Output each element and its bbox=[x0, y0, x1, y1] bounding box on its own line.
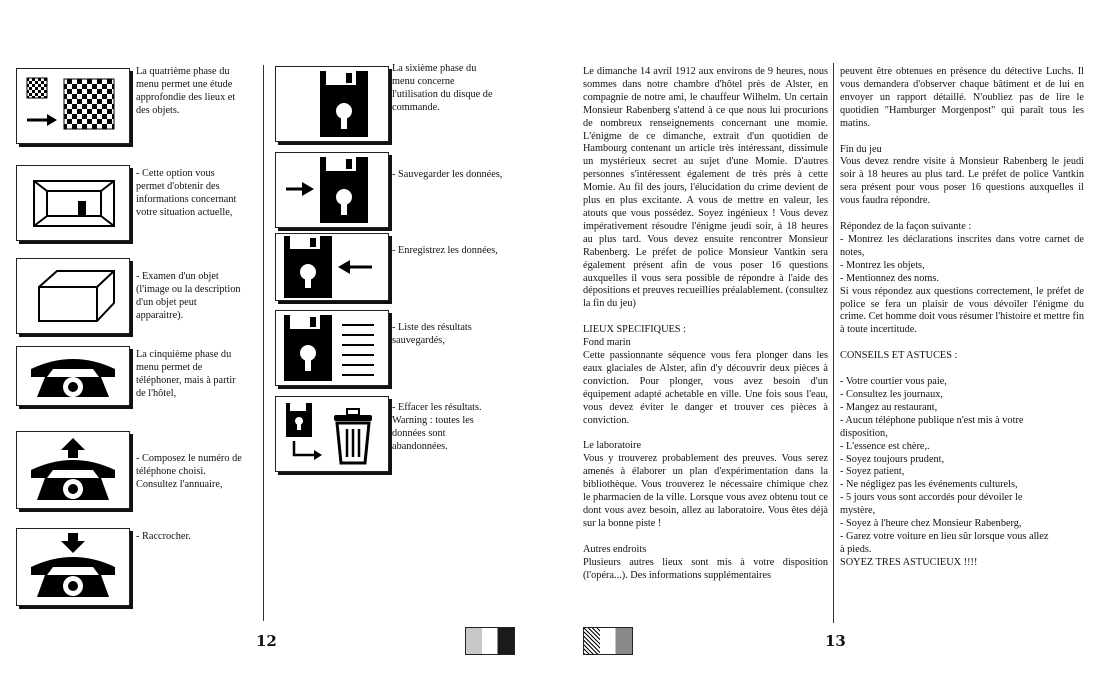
fond-marin-heading: Fond marin bbox=[583, 337, 631, 349]
phase5-text: La cinquième phase du menu permet de téléphoner, mais à partir de l'hôtel, bbox=[136, 349, 236, 399]
right-column-2 bbox=[840, 66, 1084, 570]
repondez-list: - Montrez les déclarations inscrites dans votre carnet de notes, - Montrez les objets, - Mentionnez des noms. bbox=[840, 233, 1084, 284]
record-data-text: - Enregistrez les données, bbox=[392, 245, 498, 256]
delete-results-text: - Effacer les résultats. Warning : toutes les données sont abandonnées. bbox=[392, 402, 482, 452]
right-column-divider bbox=[833, 63, 834, 623]
right-column-1 bbox=[583, 66, 828, 583]
laboratoire-text: Vous y trouverez probablement des preuves. Vous serez amenés à élaborer un plan d'expérimentation dans la bibliothèque. Vous trouverez le nécessaire chimique chez le pharmacien de la ville. Lorsque vous avez obtenu tout ce dont vous avez besoin, allez au laboratoire. Vous êtes déjà sur la bonne piste ! bbox=[583, 453, 828, 529]
page-number-left: 12 bbox=[256, 632, 277, 650]
hangup-text: - Raccrocher. bbox=[136, 531, 191, 542]
intro-paragraph: Le dimanche 14 avril 1912 aux environs de 9 heures, nous sommes dans notre chambre d'hôtel près de Alster, en compagnie de notre ami, le chauffeur Wilhelm. Un certain Monsieur Rabenberg s'attend à ce que nous lui procurions de nombreux renseignements concernant une momie. L'énigme de ce dimanche, extrait d'un quotidien de Hambourg contenant un article très intéressant, dissimule un mystérieux secret au sujet d'une Momie. D'autres personnes s'intéressent également de très près à cette Momie. Au fil des jours, l'élucidation du crime devient de plus en plus excitante. A vous de mettre en valeur, les atouts que vous possédez. Soyez ingénieux ! Vous devez impérativement résoudre l'énigme jeudi soir, à 18 heures au plus tard. Vous devez ensuite rencontrer Monsieur Rabenberg. Le préfet de police Monsieur Vantkin sera également présent afin de vous poser 16 questions auxquelles il vous sera possible de répondre à l'aide des dépositions et preuves recueillies préalablement. (consultez la fin du jeu) bbox=[583, 66, 828, 310]
left-column-divider bbox=[263, 65, 264, 621]
telephone-dial-icon bbox=[16, 431, 130, 509]
saved-results-text: - Liste des résultats sauvegardés, bbox=[392, 322, 472, 346]
cube-icon bbox=[16, 258, 130, 334]
repondez-text: Si vous répondez aux questions correctement, le préfet de police se fera un plaisir de vous dévoiler l'énigme du crime. Cet homme doit vous résumer l'histoire et mettre fin à toute incertitude. bbox=[840, 285, 1084, 336]
floppy-trash-icon bbox=[275, 396, 389, 472]
room-view-icon bbox=[16, 165, 130, 241]
checkerboard-zoom-icon bbox=[16, 68, 130, 144]
autres-text: Plusieurs autres lieux sont mis à votre disposition (l'opéra...). Des informations supplémentaires bbox=[583, 556, 828, 581]
lieux-heading: LIEUX SPECIFIQUES : bbox=[583, 324, 686, 336]
continued-paragraph: peuvent être obtenues en présence du détective Luchs. Il vous demandera d'observer chaque bâtiment et de lui en envoyer un rapport détaillé. N'oubliez pas de lire le quotidien "Hamburger Morgenpost" qui paraît tous les matins. bbox=[840, 66, 1084, 129]
floppy-disk-icon bbox=[275, 66, 389, 142]
floppy-list-icon bbox=[275, 310, 389, 386]
telephone-icon bbox=[16, 346, 130, 406]
final-tip: SOYEZ TRES ASTUCIEUX !!!! bbox=[840, 556, 978, 568]
floppy-save-icon bbox=[275, 152, 389, 228]
examine-object-text: - Examen d'un objet (l'image ou la description d'un objet peut apparaitre). bbox=[136, 271, 241, 321]
bookmark-bar-left-icon bbox=[465, 627, 515, 655]
page-number-right: 13 bbox=[825, 632, 846, 650]
floppy-load-icon bbox=[275, 233, 389, 301]
repondez-heading: Répondez de la façon suivante : bbox=[840, 221, 972, 233]
telephone-hangup-icon bbox=[16, 528, 130, 606]
room-option-text: - Cette option vous permet d'obtenir des informations concernant votre situation actuelle, bbox=[136, 168, 237, 218]
fin-du-jeu-heading: Fin du jeu bbox=[840, 143, 882, 155]
tips-list: - Votre courtier vous paie, - Consultez les journaux, - Mangez au restaurant, - Aucun téléphone publique n'est mis à votre disposition, - L'essence est chère,. - Soyez toujours prudent, - Soyez patient, - Ne négligez pas les événements culturels, - 5 jours vous sont accordés pour dévoiler le mystère, - Soyez à l'heure chez Monsieur Rabenberg, - Garez votre voiture en lieu sûr lorsque vous allez à pieds. bbox=[840, 376, 1049, 555]
dial-number-text: - Composez le numéro de téléphone choisi. Consultez l'annuaire, bbox=[136, 453, 242, 490]
phase6-text: La sixième phase du menu concerne l'utilisation du disque de commande. bbox=[392, 63, 493, 113]
autres-heading: Autres endroits bbox=[583, 543, 647, 555]
conseils-heading: CONSEILS ET ASTUCES : bbox=[840, 350, 958, 362]
bookmark-bar-right-icon bbox=[583, 627, 633, 655]
save-data-text: - Sauvegarder les données, bbox=[392, 169, 503, 180]
phase4-text: La quatrième phase du menu permet une étude approfondie des lieux et des objets. bbox=[136, 66, 236, 116]
laboratoire-heading: Le laboratoire bbox=[583, 440, 642, 452]
fond-marin-text: Cette passionnante séquence vous fera plonger dans les eaux glaciales de Alster, afin d'y découvrir deux pièces à conviction. Pour plonger, vous avez besoin d'un équipement adapté achetable en ville. Une fois sous l'eau, vous devez éviter le danger et trouver ces pièces à conviction. bbox=[583, 350, 828, 426]
fin-du-jeu-text: Vous devez rendre visite à Monsieur Rabenberg le jeudi soir à 18 heures au plus tard. Le préfet de police Vantkin sera présent pour vous poser 16 questions auxquelles il vous faudra répondre. bbox=[840, 156, 1084, 207]
